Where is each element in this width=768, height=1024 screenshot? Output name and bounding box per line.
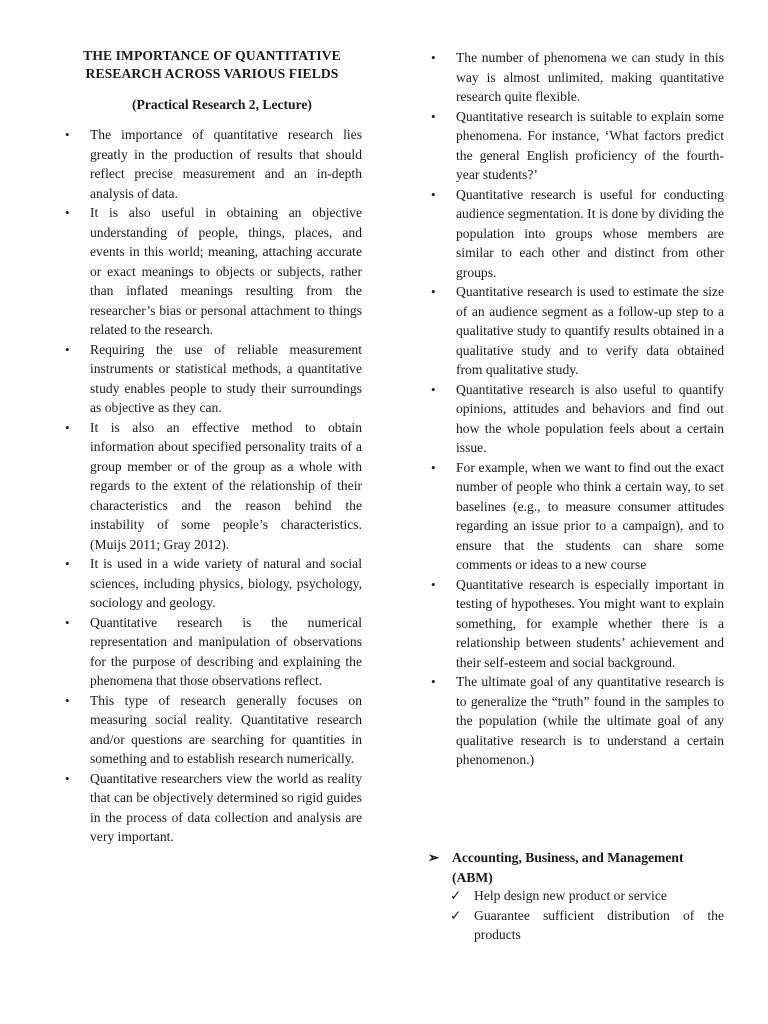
list-item-text: For example, when we want to find out the exact number of people who think a certain way, to set baselines (e.g., to measure consumer attitudes regarding an issue prior to a campaign), and to ensure that the students can share some comments or ideas to a new course: [456, 459, 724, 572]
list-item: [428, 672, 724, 770]
list-item-text: Quantitative research is used to estimate the size of an audience segment as a follow-up step to a qualitative study to quantify results obtained in a qualitative study and to verify data obtained from qualitative study.: [456, 284, 724, 377]
list-item: [428, 380, 724, 458]
list-item-text: Quantitative research is especially important in testing of hypotheses. You might want to explain something, for example whether there is a relationship between students’ achievement and their self-esteem and social background.: [456, 576, 724, 670]
list-item: [62, 340, 362, 418]
left-bullet-list: [62, 125, 362, 847]
bullet-icon: •: [431, 108, 436, 124]
list-item: [428, 107, 724, 185]
list-item: [62, 769, 362, 847]
checklist-item-text: Guarantee sufficient distribution of the products: [474, 907, 724, 942]
list-item-text: The ultimate goal of any quantitative research is to generalize the “truth” found in the samples to the population (while the ultimate goal of any qualitative research is to understand a certain phenomenon.): [456, 674, 724, 767]
list-item: [428, 458, 724, 575]
bullet-icon: •: [65, 205, 70, 220]
bullet-icon: •: [65, 341, 70, 357]
document-title: THE IMPORTANCE OF QUANTITATIVE RESEARCH ACROSS VARIOUS FIELDS: [83, 48, 341, 81]
list-item-text: The importance of quantitative research lies greatly in the production of results that should reflect precise measurement and an in-depth analysis of data.: [90, 127, 362, 201]
bullet-icon: •: [431, 674, 436, 689]
list-item-text: Quantitative research is useful for conducting audience segmentation. It is done by dividing the population into groups whose members are similar to each other and distinct from other groups.: [456, 186, 724, 280]
list-item-text: Requiring the use of reliable measurement instruments or statistical methods, a quantitative study enables people to study their surroundings as objective as they can.: [90, 341, 362, 415]
checkmark-icon: ✓: [450, 907, 462, 923]
checklist-item: [450, 886, 724, 906]
right-bullet-list: [428, 48, 724, 770]
list-item-text: Quantitative research is also useful to quantify opinions, attitudes and behaviors and find out how the whole population feels about a certain issue.: [456, 381, 724, 455]
list-item-text: This type of research generally focuses on measuring social reality. Quantitative research and/or questions are searching for quantities in something and to establish research numerically.: [90, 692, 362, 766]
list-item: [62, 418, 362, 555]
checklist-item: [450, 906, 724, 945]
list-item-text: It is also useful in obtaining an objective understanding of people, things, places, and events in this world; meaning, attaching accurate or exact meanings to objects or subjects, rather than inflated meanings resulting from the researcher’s bias or personal attachment to things related to the research.: [90, 205, 362, 337]
bullet-icon: •: [65, 419, 70, 435]
document-subtitle: (Practical Research 2, Lecture): [132, 97, 312, 112]
arrow-bullet-icon: ➢: [428, 850, 440, 865]
list-item: [428, 48, 724, 107]
section-heading-text: Accounting, Business, and Management (ABM): [452, 850, 684, 885]
list-item-text: It is also an effective method to obtain information about specified personality traits of a group member or of the group as a whole with regards to the extent of the relationship of their characteristics and the reason behind the instability of some people’s characteristics. (Muijs 2011; Gray 2012).: [90, 419, 362, 552]
bullet-icon: •: [431, 576, 436, 592]
bullet-icon: •: [65, 692, 70, 708]
bullet-icon: •: [65, 556, 70, 571]
list-item-text: Quantitative research is suitable to explain some phenomena. For instance, ‘What factors predict the general English proficiency of the fourth-year students?’: [456, 108, 724, 182]
bullet-icon: •: [431, 186, 436, 202]
bullet-icon: •: [65, 614, 70, 630]
list-item: [62, 691, 362, 769]
list-item: [428, 282, 724, 380]
checklist-item-text: Help design new product or service: [474, 888, 667, 903]
bullet-icon: •: [65, 127, 70, 142]
list-item: [62, 554, 362, 613]
list-item-text: Quantitative researchers view the world as reality that can be objectively determined so rigid guides in the process of data collection and analysis are very important.: [90, 770, 362, 844]
abm-checklist: [450, 886, 724, 945]
list-item-text: The number of phenomena we can study in this way is almost unlimited, making quantitative research quite flexible.: [456, 50, 724, 104]
list-item: [62, 125, 362, 203]
list-item: [62, 613, 362, 691]
bullet-icon: •: [431, 50, 436, 65]
list-item-text: Quantitative research is the numerical representation and manipulation of observations for the purpose of describing and explaining the phenomena that those observations reflect.: [90, 614, 362, 688]
bullet-icon: •: [431, 459, 436, 475]
bullet-icon: •: [65, 770, 70, 786]
section-heading-abm: [428, 848, 724, 887]
list-item: [62, 203, 362, 340]
list-item: [428, 185, 724, 283]
bullet-icon: •: [431, 284, 436, 299]
checkmark-icon: ✓: [450, 888, 462, 903]
bullet-icon: •: [431, 381, 436, 397]
list-item: [428, 575, 724, 673]
list-item-text: It is used in a wide variety of natural and social sciences, including physics, biology, psychology, sociology and geology.: [90, 556, 362, 610]
